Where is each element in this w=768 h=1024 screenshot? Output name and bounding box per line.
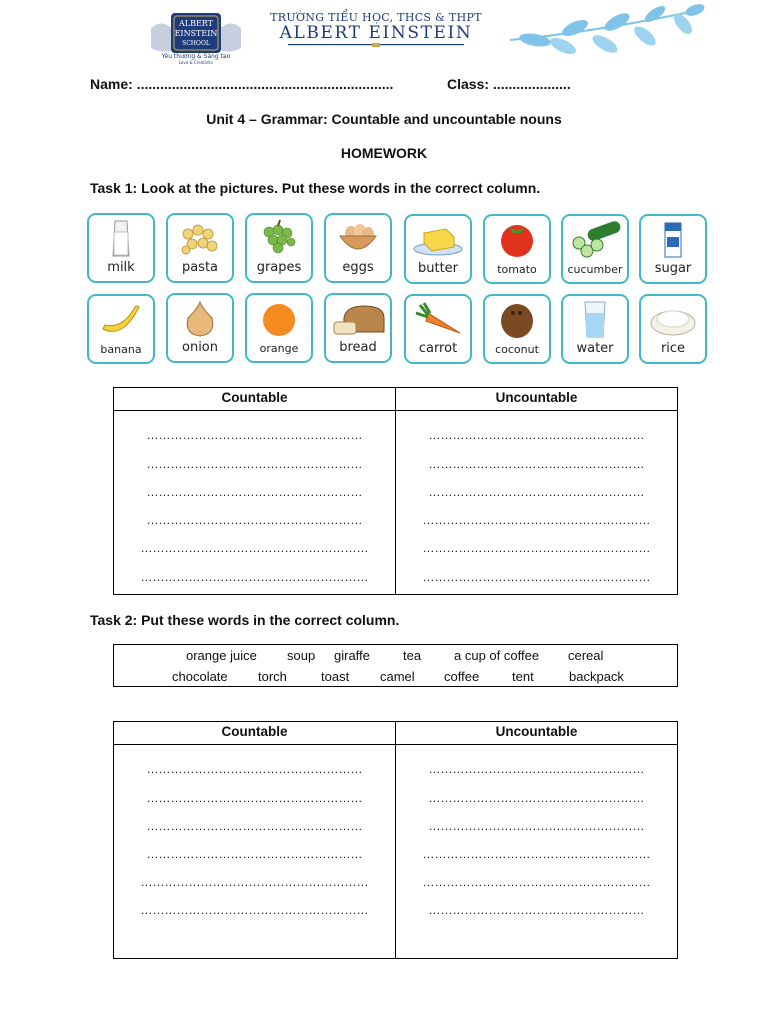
logo-line1: ALBERT <box>178 19 214 28</box>
word-item: soup <box>287 648 316 663</box>
unit-title: Unit 4 – Grammar: Countable and uncountable nouns <box>206 111 562 127</box>
card-label: onion <box>182 340 218 355</box>
countable-answer-line[interactable]: ……………………………………………… <box>146 762 363 776</box>
card-butter <box>404 214 472 284</box>
task2-instruction: Task 2: Put these words in the correct column. <box>90 612 400 628</box>
countable-answer-line[interactable]: ……………………………………………… <box>146 819 363 833</box>
sugar-icon <box>645 219 701 259</box>
word-item: backpack <box>569 669 624 684</box>
uncountable-answer-line[interactable]: ……………………………………………… <box>428 485 645 499</box>
card-label: pasta <box>181 260 219 275</box>
card-label: carrot <box>418 341 458 356</box>
word-item: coffee <box>444 669 480 684</box>
task2-answer-table <box>113 721 678 959</box>
card-sugar <box>639 214 707 284</box>
card-coconut <box>483 294 551 364</box>
uncountable-answer-line[interactable]: ……………………………………………… <box>428 428 645 442</box>
card-bread <box>324 293 392 363</box>
leaf-branch-decoration <box>505 2 710 60</box>
card-grapes <box>245 213 313 283</box>
grapes-icon <box>251 218 307 258</box>
school-main-line: ALBERT EINSTEIN <box>279 23 473 43</box>
card-pasta <box>166 213 234 283</box>
card-label: grapes <box>256 260 302 275</box>
word-item: cereal <box>568 648 604 663</box>
uncountable-answer-line[interactable]: ……………………………………………… <box>428 791 645 805</box>
word-item: a cup of coffee <box>454 648 540 663</box>
card-eggs <box>324 213 392 283</box>
eggs-icon <box>330 218 386 258</box>
word-item: camel <box>380 669 415 684</box>
milk-icon <box>93 218 149 258</box>
task2-word-box <box>113 644 678 687</box>
name-field[interactable]: Name: .................................................................. <box>90 76 394 92</box>
countable-answer-line[interactable]: ………………………………………………… <box>140 541 369 555</box>
onion-icon <box>172 298 228 338</box>
bread-icon <box>330 298 386 338</box>
column-divider <box>395 722 396 958</box>
school-logo <box>143 10 249 64</box>
countable-answer-line[interactable]: ………………………………………………… <box>140 875 369 889</box>
card-milk <box>87 213 155 283</box>
countable-answer-line[interactable]: ……………………………………………… <box>146 428 363 442</box>
countable-answer-line[interactable]: ……………………………………………… <box>146 791 363 805</box>
carrot-icon <box>410 299 466 339</box>
card-label: sugar <box>654 261 692 276</box>
card-water <box>561 294 629 364</box>
word-item: tea <box>403 648 422 663</box>
uncountable-answer-line[interactable]: ……………………………………………… <box>428 903 645 917</box>
school-top-line: TRƯỜNG TIỂU HỌC, THCS & THPT <box>270 11 482 24</box>
uncountable-answer-line[interactable]: ……………………………………………… <box>428 762 645 776</box>
orange-icon <box>251 298 307 338</box>
card-label: cucumber <box>567 263 623 276</box>
water-icon <box>567 299 623 339</box>
countable-answer-line[interactable]: ……………………………………………… <box>146 457 363 471</box>
card-tomato <box>483 214 551 284</box>
countable-answer-line[interactable]: ………………………………………………… <box>140 903 369 917</box>
class-field[interactable]: Class: .................... <box>447 76 571 92</box>
card-label: tomato <box>497 263 537 276</box>
countable-answer-line[interactable]: ……………………………………………… <box>146 513 363 527</box>
uncountable-answer-line[interactable]: ……………………………………………… <box>428 457 645 471</box>
card-label: banana <box>100 343 142 356</box>
task1-answer-table <box>113 387 678 595</box>
uncountable-answer-line[interactable]: ………………………………………………… <box>422 875 651 889</box>
uncountable-answer-line[interactable]: ………………………………………………… <box>422 847 651 861</box>
countable-answer-line[interactable]: ……………………………………………… <box>146 847 363 861</box>
uncountable-answer-line[interactable]: ………………………………………………… <box>422 541 651 555</box>
logo-motto2: Love & Creativity <box>178 60 214 64</box>
task1-instruction: Task 1: Look at the pictures. Put these words in the correct column. <box>90 180 541 196</box>
card-label: bread <box>339 340 377 355</box>
countable-header: Countable <box>221 724 288 739</box>
word-item: orange juice <box>186 648 257 663</box>
coconut-icon <box>489 299 545 339</box>
card-cucumber <box>561 214 629 284</box>
school-name <box>268 12 484 42</box>
card-label: water <box>576 341 614 356</box>
countable-header: Countable <box>221 390 288 405</box>
card-label: milk <box>107 260 135 275</box>
card-label: butter <box>417 261 459 276</box>
card-onion <box>166 293 234 363</box>
uncountable-header: Uncountable <box>495 724 578 739</box>
card-label: orange <box>259 342 299 355</box>
rice-icon <box>645 299 701 339</box>
logo-line3: SCHOOL <box>182 40 210 47</box>
pasta-icon <box>172 218 228 258</box>
cucumber-icon <box>567 219 623 259</box>
tomato-icon <box>489 219 545 259</box>
word-item: giraffe <box>334 648 370 663</box>
logo-motto: Yêu thương & Sáng tạo <box>161 53 231 60</box>
countable-answer-line[interactable]: ………………………………………………… <box>140 570 369 584</box>
butter-icon <box>410 219 466 259</box>
uncountable-answer-line[interactable]: ………………………………………………… <box>422 513 651 527</box>
card-orange <box>245 293 313 363</box>
word-item: toast <box>321 669 350 684</box>
card-label: rice <box>660 341 686 356</box>
card-label: eggs <box>342 260 374 275</box>
banana-icon <box>93 299 149 339</box>
logo-line2: EINSTEIN <box>174 29 218 38</box>
uncountable-answer-line[interactable]: ………………………………………………… <box>422 570 651 584</box>
uncountable-answer-line[interactable]: ……………………………………………… <box>428 819 645 833</box>
card-carrot <box>404 294 472 364</box>
homework-title: HOMEWORK <box>340 145 428 161</box>
card-rice <box>639 294 707 364</box>
card-banana <box>87 294 155 364</box>
word-item: tent <box>512 669 534 684</box>
card-label: coconut <box>495 343 539 356</box>
word-item: torch <box>258 669 287 684</box>
word-item: chocolate <box>172 669 228 684</box>
uncountable-header: Uncountable <box>495 390 578 405</box>
countable-answer-line[interactable]: ……………………………………………… <box>146 485 363 499</box>
